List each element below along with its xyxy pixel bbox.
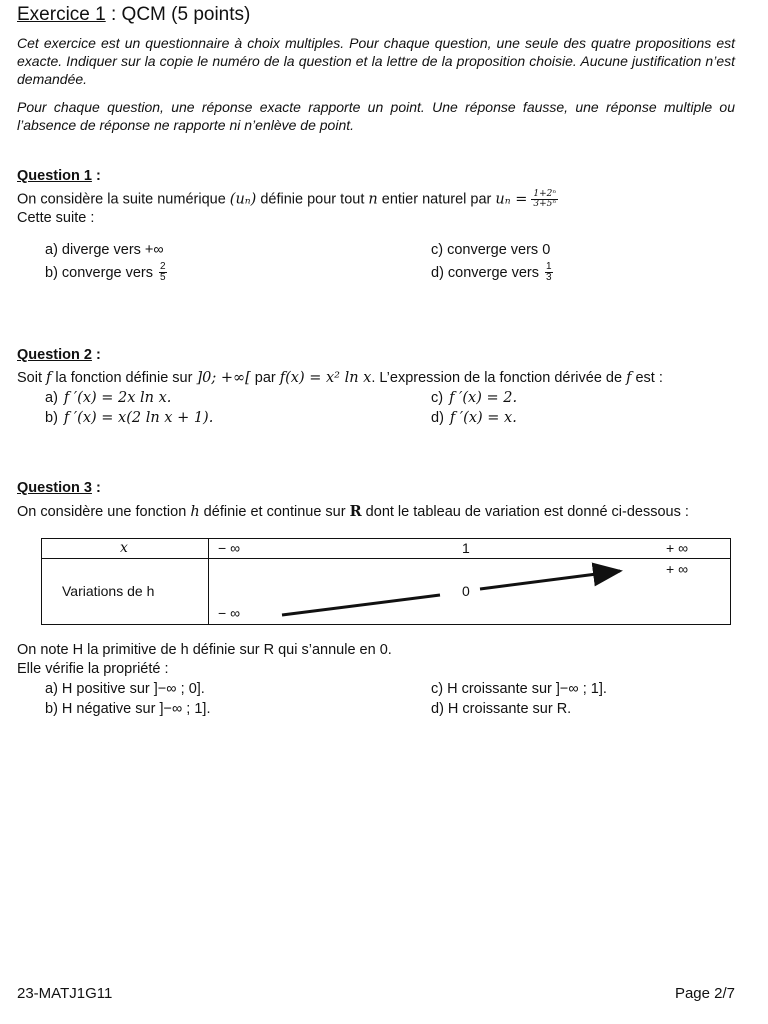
q2-a-expr: f ′(x) = 2x ln x. (63, 390, 172, 407)
q1-choice-b (45, 262, 431, 283)
q3-after-2: Elle vérifie la propriété : (17, 661, 169, 678)
q1-choice-d (431, 262, 731, 283)
q1-d-den: 3 (546, 272, 552, 284)
exam-page (17, 4, 735, 717)
increasing-arrow-right (480, 571, 620, 589)
q1-frac-num: 1+2ⁿ (533, 189, 557, 199)
q2-f: f (46, 370, 52, 387)
q3-text-c: dont le tableau de variation est donné ci-dessous : (361, 504, 689, 521)
q3-h: h (190, 504, 200, 521)
q1-fraction (531, 190, 558, 209)
question-1-colon: : (91, 168, 101, 184)
q1-text-d: Cette suite : (17, 210, 95, 227)
table-x-label: x (120, 540, 128, 557)
question-2-colon: : (91, 347, 101, 364)
q2-c-label: c) (431, 390, 444, 407)
exam-code: 23-MATJ1G11 (17, 985, 113, 1002)
table-v-plus-inf: + ∞ (666, 561, 689, 578)
q3-text-a: On considère une fonction (17, 504, 191, 521)
question-1-statement (17, 190, 735, 209)
q1-choice-d-label: d) converge vers (431, 264, 539, 281)
q2-choice-a (45, 390, 431, 406)
question-2-statement (17, 369, 735, 388)
variation-arrows (42, 539, 730, 624)
q1-choice-b-fraction (159, 262, 167, 283)
q2-text-e: est : (631, 370, 663, 387)
q3-after-1: On note H la primitive de h définie sur R qui s’annule en 0. (17, 642, 392, 659)
exercise-title-rest: : QCM (5 points) (105, 4, 251, 25)
table-v-zero: 0 (462, 583, 470, 600)
question-3-title: Question 3 (17, 480, 92, 497)
question-3-colon: : (91, 480, 101, 497)
question-1-choices (45, 242, 735, 283)
increasing-arrow-left (282, 595, 440, 615)
q3-choice-a: a) H positive sur ]−∞ ; 0]. (45, 681, 205, 698)
q3-choice-b: b) H négative sur ]−∞ ; 1]. (45, 701, 211, 718)
q1-choice-d-fraction (545, 262, 553, 283)
question-2-choices (45, 390, 735, 426)
page-footer (17, 985, 735, 1002)
exercise-title-main: Exercice 1 (17, 4, 106, 25)
q2-d-label: d) (431, 410, 444, 427)
q2-d-expr: f ′(x) = x. (449, 410, 517, 427)
q2-text-a: Soit (17, 370, 47, 387)
q2-choice-c (431, 390, 731, 406)
q2-expression: f(x) = x² ln x (279, 370, 372, 387)
table-x-minus-inf: − ∞ (218, 540, 241, 557)
q2-text-d: . L’expression de la fonction dérivée de (371, 370, 627, 387)
q1-text-b: définie pour tout (256, 191, 369, 208)
q1-b-den: 5 (160, 272, 166, 284)
q1-b-num: 2 (160, 261, 166, 273)
q1-choice-b-label: b) converge vers (45, 264, 153, 281)
q2-b-expr: f ′(x) = x(2 ln x + 1). (63, 410, 214, 427)
q2-interval: ]0; +∞[ (196, 370, 251, 387)
q1-text-a: On considère la suite numérique (17, 191, 230, 208)
table-row-label: Variations de h (62, 583, 155, 600)
table-x-one: 1 (462, 540, 470, 557)
variation-table (41, 538, 731, 625)
q2-b-label: b) (45, 410, 58, 427)
q3-choice-d: d) H croissante sur R. (431, 701, 572, 718)
q2-f2: f (626, 370, 632, 387)
q2-choice-d (431, 410, 731, 426)
q3-text-b: définie et continue sur (199, 504, 350, 521)
q1-n: n (368, 191, 378, 208)
question-1-title: Question 1 (17, 168, 92, 184)
q1-frac-den: 3+5ⁿ (533, 199, 557, 209)
page-number: Page 2/7 (674, 985, 735, 1002)
q1-sequence: (uₙ) (229, 191, 257, 208)
q1-d-num: 1 (546, 261, 552, 273)
table-v-minus-inf: − ∞ (218, 605, 241, 622)
q1-text-c: entier naturel par (377, 191, 496, 208)
intro-paragraph-2: Pour chaque question, une réponse exacte rapporte un point. Une réponse fausse, une réponse multiple ou l’absence de réponse ne rapporte ni n’enlève de point. (17, 99, 735, 133)
question-3-heading (17, 480, 735, 496)
q3-choice-c: c) H croissante sur ]−∞ ; 1]. (431, 681, 607, 698)
q1-choice-a: a) diverge vers +∞ (45, 242, 164, 259)
question-1-heading (17, 168, 735, 184)
q2-choice-b (45, 410, 431, 426)
q1-choice-c: c) converge vers 0 (431, 242, 551, 259)
question-2-heading (17, 347, 735, 363)
q2-text-b: la fonction définie sur (51, 370, 197, 387)
table-x-plus-inf: + ∞ (666, 540, 689, 557)
q2-c-expr: f ′(x) = 2. (449, 390, 518, 407)
exercise-title (17, 4, 735, 26)
intro-paragraph-1: Cet exercice est un questionnaire à choix multiples. Pour chaque question, une seule des quatre propositions est exacte. Indiquer sur la copie le numéro de la question et la lettre de la proposition choisie. Aucune justification n’est demandée. (17, 35, 735, 87)
q2-text-c: par (250, 370, 280, 387)
question-3-statement (17, 502, 735, 522)
q1-un-eq: uₙ = (495, 191, 528, 208)
question-3-choices (45, 681, 735, 717)
q3-reals: R (349, 503, 362, 521)
question-2-title: Question 2 (17, 347, 92, 364)
q2-a-label: a) (45, 390, 58, 407)
